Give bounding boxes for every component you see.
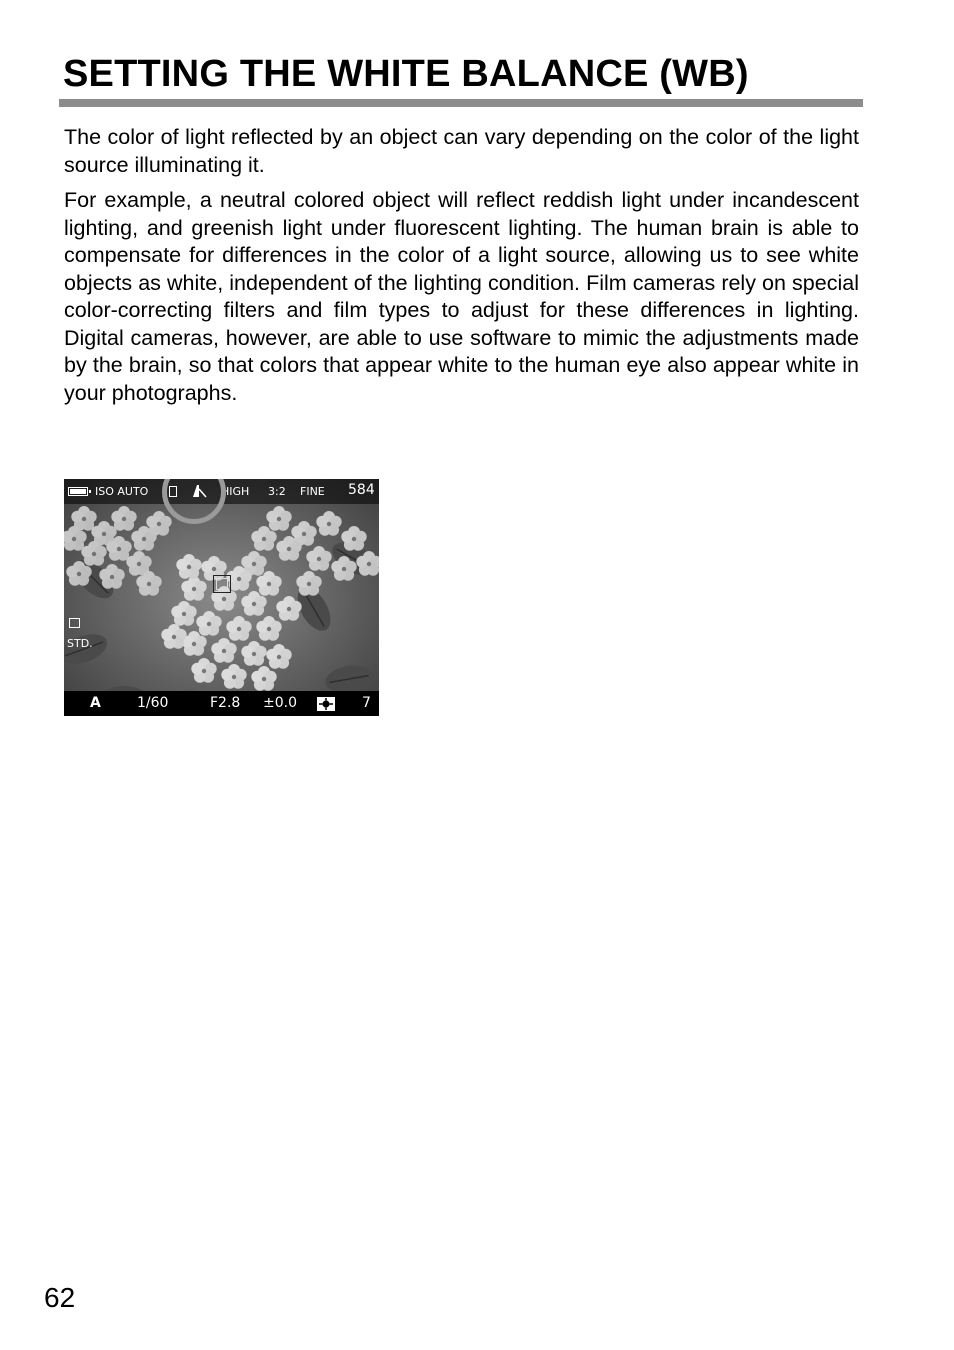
af-frame-icon xyxy=(213,575,231,593)
flash-count: 7 xyxy=(362,695,371,711)
exposure-compensation: ±0.0 xyxy=(263,695,297,711)
picture-mode-label: STD. xyxy=(67,637,93,650)
intro-paragraph: The color of light reflected by an object can vary depending on the color of the light source illuminating it. xyxy=(64,125,859,177)
example-paragraph: For example, a neutral colored object will reflect reddish light under incandescent lighting, and greenish light under fluorescent lighting. The human brain is able to compensate for differences in the color of a light source, allowing us to see white objects as white, independent of the lighting condition. Film cameras rely on special color-correcting filters and film types to adjust for these differences in lighting. Digital cameras, however, are able to use software to mimic the adjustments made by the brain, so that colors that appear white to the human eye also appear white in your photographs. xyxy=(64,188,859,405)
camera-lcd-screenshot xyxy=(64,479,379,716)
battery-icon xyxy=(68,487,88,496)
shutter-speed: 1/60 xyxy=(137,695,169,711)
exposure-mode: A xyxy=(90,695,101,711)
picture-mode-icon xyxy=(69,618,80,628)
iso-setting: ISO AUTO xyxy=(95,485,149,498)
title-underline xyxy=(59,99,863,107)
page-number: 62 xyxy=(44,1282,76,1313)
flower-photo xyxy=(64,479,379,716)
shots-remaining: 584 xyxy=(348,482,375,498)
aspect-ratio: 3:2 xyxy=(268,485,286,498)
page-title: SETTING THE WHITE BALANCE (WB) xyxy=(63,53,749,95)
aperture-value: F2.8 xyxy=(210,695,241,711)
image-quality: FINE xyxy=(300,485,325,498)
metering-icon xyxy=(317,697,335,711)
image-size: HIGH xyxy=(221,485,250,498)
